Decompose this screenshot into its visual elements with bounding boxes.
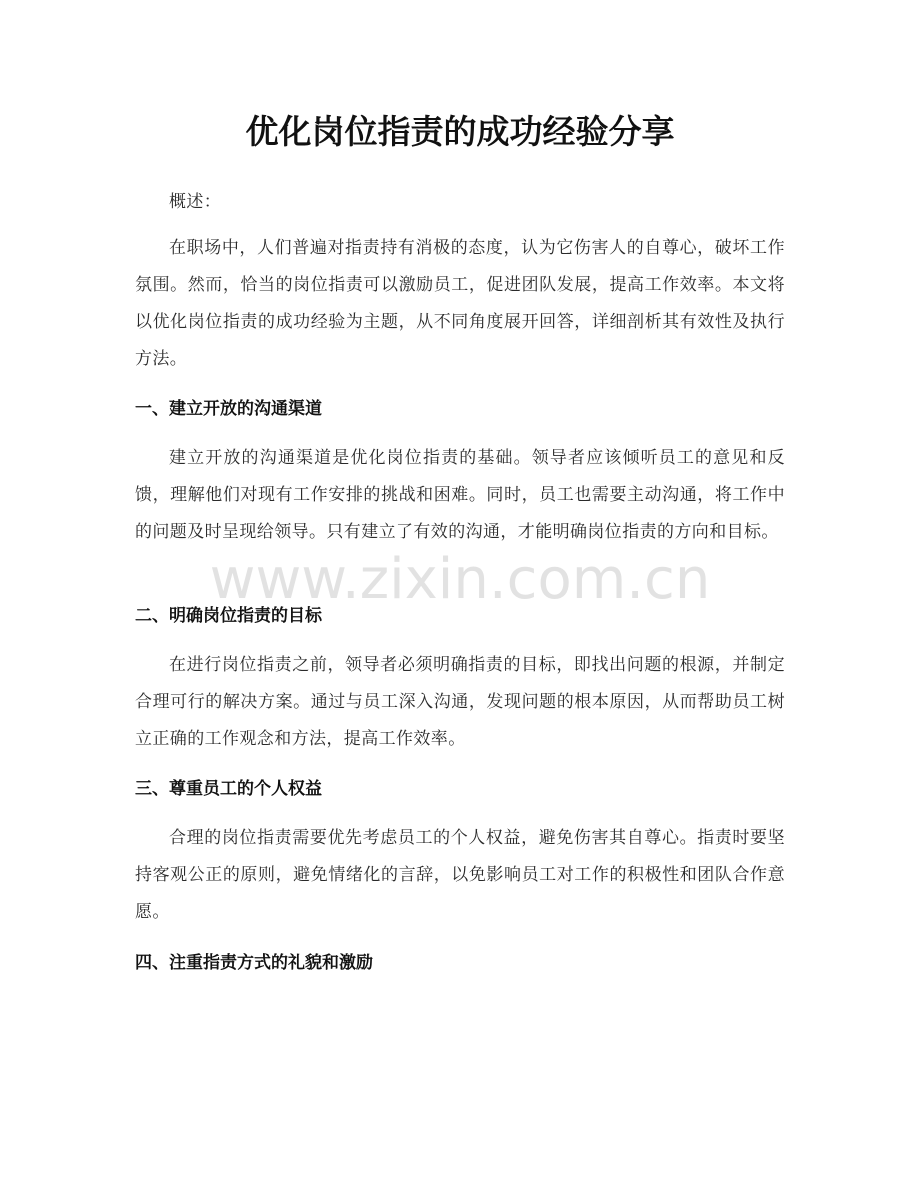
- section-heading-4: 四、注重指责方式的礼貌和激励: [135, 953, 373, 973]
- watermark: www.zixin.com.cn: [209, 547, 711, 612]
- section-heading-2: 二、明确岗位指责的目标: [135, 606, 322, 626]
- section-heading-1: 一、建立开放的沟通渠道: [135, 399, 322, 419]
- section-body-2: 在进行岗位指责之前，领导者必须明确指责的目标，即找出问题的根源，并制定合理可行的解决方案。通过与员工深入沟通，发现问题的根本原因，从而帮助员工树立正确的工作观念和方法，提高工作效率。: [135, 655, 785, 749]
- intro-paragraph: 在职场中，人们普遍对指责持有消极的态度，认为它伤害人的自尊心，破坏工作氛围。然而，恰当的岗位指责可以激励员工，促进团队发展，提高工作效率。本文将以优化岗位指责的成功经验为主题，从不同角度展开回答，详细剖析其有效性及执行方法。: [135, 238, 785, 369]
- section-heading-3: 三、尊重员工的个人权益: [135, 779, 322, 799]
- section-body-1: 建立开放的沟通渠道是优化岗位指责的基础。领导者应该倾听员工的意见和反馈，理解他们对现有工作安排的挑战和困难。同时，员工也需要主动沟通，将工作中的问题及时呈现给领导。只有建立了有效的沟通，才能明确岗位指责的方向和目标。: [135, 448, 785, 542]
- section-body-3: 合理的岗位指责需要优先考虑员工的个人权益，避免伤害其自尊心。指责时要坚持客观公正的原则，避免情绪化的言辞，以免影响员工对工作的积极性和团队合作意愿。: [135, 828, 785, 922]
- document-title: 优化岗位指责的成功经验分享: [245, 112, 675, 151]
- overview-label: 概述：: [169, 192, 222, 212]
